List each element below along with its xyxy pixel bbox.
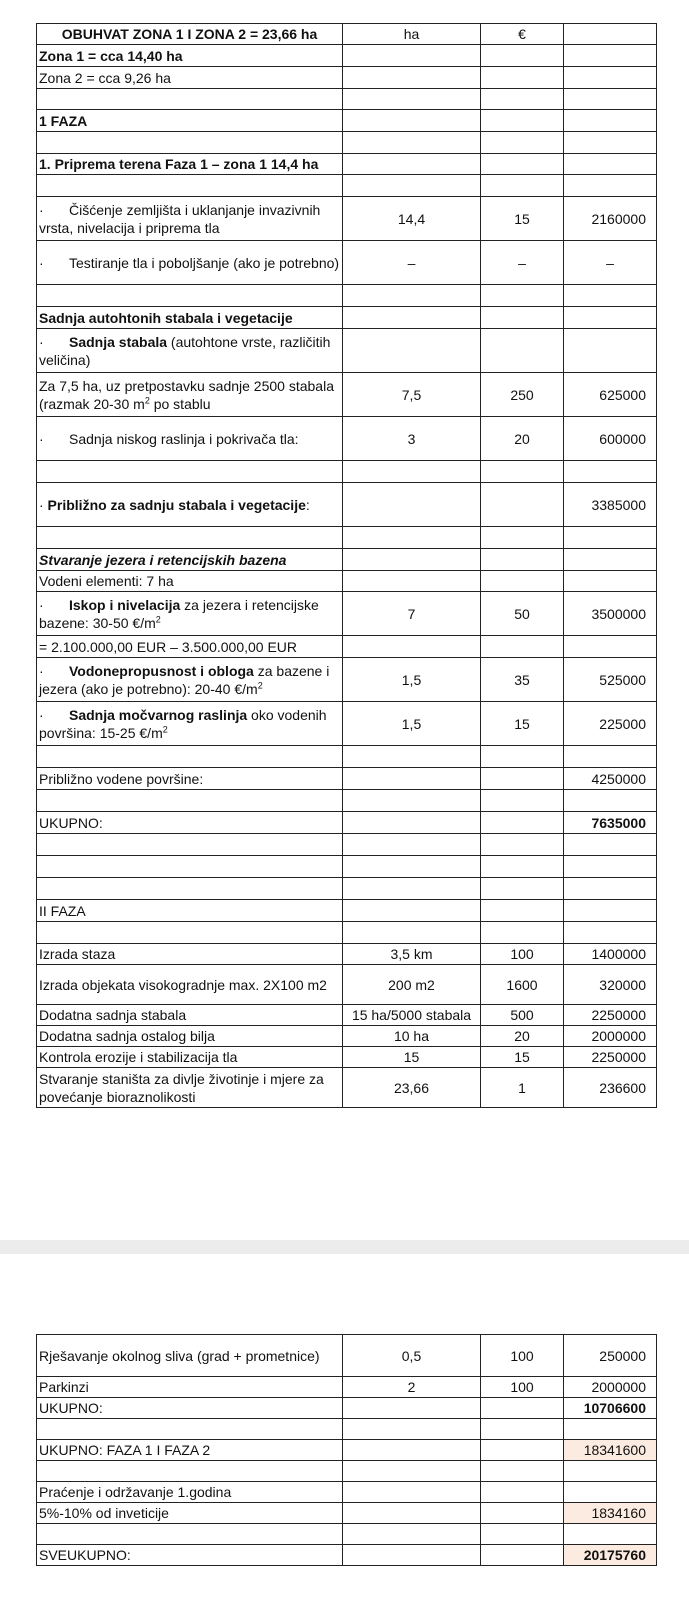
table-row bbox=[37, 1482, 657, 1503]
cell-total: 2250000 bbox=[564, 1047, 657, 1068]
page-break-divider bbox=[0, 1240, 689, 1254]
cell-price: 20 bbox=[481, 417, 564, 461]
row-label-mocvarno: · Sadnja močvarnog raslinja oko vodenih površina: 15-25 $€/m^2$ bbox=[37, 702, 343, 746]
ukupno-faza-1-total: 7635000 bbox=[564, 812, 657, 834]
cell-price: 15 bbox=[481, 197, 564, 241]
table-row bbox=[37, 1047, 657, 1068]
priprema-terena-heading: 1. Priprema terena Faza 1 – zona 1 14,4 ha bbox=[37, 154, 343, 175]
cost-table-continuation bbox=[36, 1334, 657, 1566]
cell-total: 2160000 bbox=[564, 197, 657, 241]
postotak-total: 1834160 bbox=[564, 1503, 657, 1524]
table-row bbox=[37, 1068, 657, 1108]
table-row bbox=[37, 1545, 657, 1566]
row-label-priblizno-vodene: Približno vodene površine: bbox=[37, 768, 343, 790]
cell-qty: 14,4 bbox=[343, 197, 481, 241]
table-row bbox=[37, 110, 657, 132]
cell-price: – bbox=[481, 241, 564, 285]
table-header-row bbox=[37, 24, 657, 45]
cell-price: 100 bbox=[481, 944, 564, 965]
zona-1-label: Zona 1 = cca 14,40 ha bbox=[37, 45, 343, 67]
cell-qty: 0,5 bbox=[343, 1335, 481, 1377]
cell-price: 50 bbox=[481, 592, 564, 636]
column-header-ha: ha bbox=[343, 24, 481, 45]
table-row bbox=[37, 67, 657, 89]
cell-price: 1600 bbox=[481, 965, 564, 1005]
cell-price: 100 bbox=[481, 1335, 564, 1377]
cell-total: 320000 bbox=[564, 965, 657, 1005]
table-row bbox=[37, 329, 657, 373]
cell-qty: 23,66 bbox=[343, 1068, 481, 1108]
cell-total: 250000 bbox=[564, 1335, 657, 1377]
cell-total: 2000000 bbox=[564, 1377, 657, 1398]
postotak-label: 5%-10% od inveticije bbox=[37, 1503, 343, 1524]
cell-total: – bbox=[564, 241, 657, 285]
cell-total: 225000 bbox=[564, 702, 657, 746]
cell-qty: 7,5 bbox=[343, 373, 481, 417]
table-row bbox=[37, 307, 657, 329]
ukupno-faza-2-label: UKUPNO: bbox=[37, 1398, 343, 1419]
cell-price: 15 bbox=[481, 702, 564, 746]
table-row bbox=[37, 1026, 657, 1047]
sadnja-heading: Sadnja autohtonih stabala i vegetacije bbox=[37, 307, 343, 329]
row-label-testiranje: · Testiranje tla i poboljšanje (ako je potrebno) bbox=[37, 241, 343, 285]
cell-price: 100 bbox=[481, 1377, 564, 1398]
table-row bbox=[37, 571, 657, 592]
table-row bbox=[37, 812, 657, 834]
row-label-dodatna-bilja: Dodatna sadnja ostalog bilja bbox=[37, 1026, 343, 1047]
faza-2-heading: II FAZA bbox=[37, 900, 343, 922]
cell-total: 2000000 bbox=[564, 1026, 657, 1047]
row-label-dodatna-stabala: Dodatna sadnja stabala bbox=[37, 1005, 343, 1026]
cell-qty: 15 ha/5000 stabala bbox=[343, 1005, 481, 1026]
cell-total: 600000 bbox=[564, 417, 657, 461]
table-row bbox=[37, 154, 657, 175]
cell-qty: 15 bbox=[343, 1047, 481, 1068]
sveukupno-total: 20175760 bbox=[564, 1545, 657, 1566]
table-row bbox=[37, 768, 657, 790]
row-label-objekti: Izrada objekata visokogradnje max. 2X100 m2 bbox=[37, 965, 343, 1005]
table-row bbox=[37, 965, 657, 1005]
table-row bbox=[37, 549, 657, 571]
ukupno-faze-total: 18341600 bbox=[564, 1440, 657, 1461]
zona-2-label: Zona 2 = cca 9,26 ha bbox=[37, 67, 343, 89]
cell-qty: 1,5 bbox=[343, 702, 481, 746]
table-row bbox=[37, 417, 657, 461]
table-row bbox=[37, 483, 657, 527]
cell-total: 625000 bbox=[564, 373, 657, 417]
row-label-vodonepropusnost: · Vodonepropusnost i obloga za bazene i jezera (ako je potrebno): 20-40 $€/m^2$ bbox=[37, 658, 343, 702]
cell-total: 2250000 bbox=[564, 1005, 657, 1026]
table-row bbox=[37, 45, 657, 67]
table-row bbox=[37, 1398, 657, 1419]
row-label-priblizno-sadnja: · Približno za sadnju stabala i vegetacije: bbox=[37, 483, 343, 527]
row-label-sliv: Rješavanje okolnog sliva (grad + prometnice) bbox=[37, 1335, 343, 1377]
table-row bbox=[37, 1440, 657, 1461]
table-row bbox=[37, 592, 657, 636]
table-row bbox=[37, 702, 657, 746]
table-row bbox=[37, 1005, 657, 1026]
table-row bbox=[37, 241, 657, 285]
table-row bbox=[37, 1503, 657, 1524]
cell-total: 3500000 bbox=[564, 592, 657, 636]
cell-total: 4250000 bbox=[564, 768, 657, 790]
table-row bbox=[37, 1335, 657, 1377]
ukupno-faza-1-label: UKUPNO: bbox=[37, 812, 343, 834]
sveukupno-label: SVEUKUPNO: bbox=[37, 1545, 343, 1566]
row-label-parkinzi: Parkinzi bbox=[37, 1377, 343, 1398]
row-label-ciscenje: · Čišćenje zemljišta i uklanjanje invazivnih vrsta, nivelacija i priprema tla bbox=[37, 197, 343, 241]
cell-qty: 2 bbox=[343, 1377, 481, 1398]
cell-qty: 3,5 km bbox=[343, 944, 481, 965]
pracenje-label: Praćenje i održavanje 1.godina bbox=[37, 1482, 343, 1503]
ukupno-faze-label: UKUPNO: FAZA 1 I FAZA 2 bbox=[37, 1440, 343, 1461]
table-row bbox=[37, 636, 657, 658]
cell-price: 15 bbox=[481, 1047, 564, 1068]
cell-total: 525000 bbox=[564, 658, 657, 702]
vodeni-elementi-label: Vodeni elementi: 7 ha bbox=[37, 571, 343, 592]
table-row bbox=[37, 197, 657, 241]
cell-price: 1 bbox=[481, 1068, 564, 1108]
ukupno-faza-2-total: 10706600 bbox=[564, 1398, 657, 1419]
cell-price: 20 bbox=[481, 1026, 564, 1047]
column-header-total bbox=[564, 24, 657, 45]
cell-total: 236600 bbox=[564, 1068, 657, 1108]
row-label-nisko-raslinje: · Sadnja niskog raslinja i pokrivača tla: bbox=[37, 417, 343, 461]
cost-table-phase-1-2 bbox=[36, 23, 657, 1108]
table-row bbox=[37, 900, 657, 922]
range-label: = 2.100.000,00 EUR – 3.500.000,00 EUR bbox=[37, 636, 343, 658]
row-label-za-7-5-ha: Za 7,5 ha, uz pretpostavku sadnje 2500 stabala (razmak 20-30 $m^2$ po stablu bbox=[37, 373, 343, 417]
cell-qty: – bbox=[343, 241, 481, 285]
cell-price: 500 bbox=[481, 1005, 564, 1026]
cell-total: 1400000 bbox=[564, 944, 657, 965]
cell-qty: 10 ha bbox=[343, 1026, 481, 1047]
table-row bbox=[37, 944, 657, 965]
faza-1-heading: 1 FAZA bbox=[37, 110, 343, 132]
column-header-eur: € bbox=[481, 24, 564, 45]
cell-qty: 7 bbox=[343, 592, 481, 636]
cell-price: 35 bbox=[481, 658, 564, 702]
cell-price: 250 bbox=[481, 373, 564, 417]
cell-qty: 1,5 bbox=[343, 658, 481, 702]
table-row bbox=[37, 1377, 657, 1398]
row-label-sadnja-stabala: · Sadnja stabala (autohtone vrste, različitih veličina) bbox=[37, 329, 343, 373]
row-label-iskop: · Iskop i nivelacija za jezera i retencijske bazene: 30-50 $€/m^2$ bbox=[37, 592, 343, 636]
jezera-heading: Stvaranje jezera i retencijskih bazena bbox=[37, 549, 343, 571]
cell-total: 3385000 bbox=[564, 483, 657, 527]
row-label-erozija: Kontrola erozije i stabilizacija tla bbox=[37, 1047, 343, 1068]
table-row bbox=[37, 658, 657, 702]
row-label-stanista: Stvaranje staništa za divlje životinje i mjere za povećanje bioraznolikosti bbox=[37, 1068, 343, 1108]
table-row bbox=[37, 373, 657, 417]
cell-qty: 3 bbox=[343, 417, 481, 461]
table-title: OBUHVAT ZONA 1 I ZONA 2 = 23,66 ha bbox=[37, 24, 343, 45]
row-label-staze: Izrada staza bbox=[37, 944, 343, 965]
cell-qty: 200 m2 bbox=[343, 965, 481, 1005]
